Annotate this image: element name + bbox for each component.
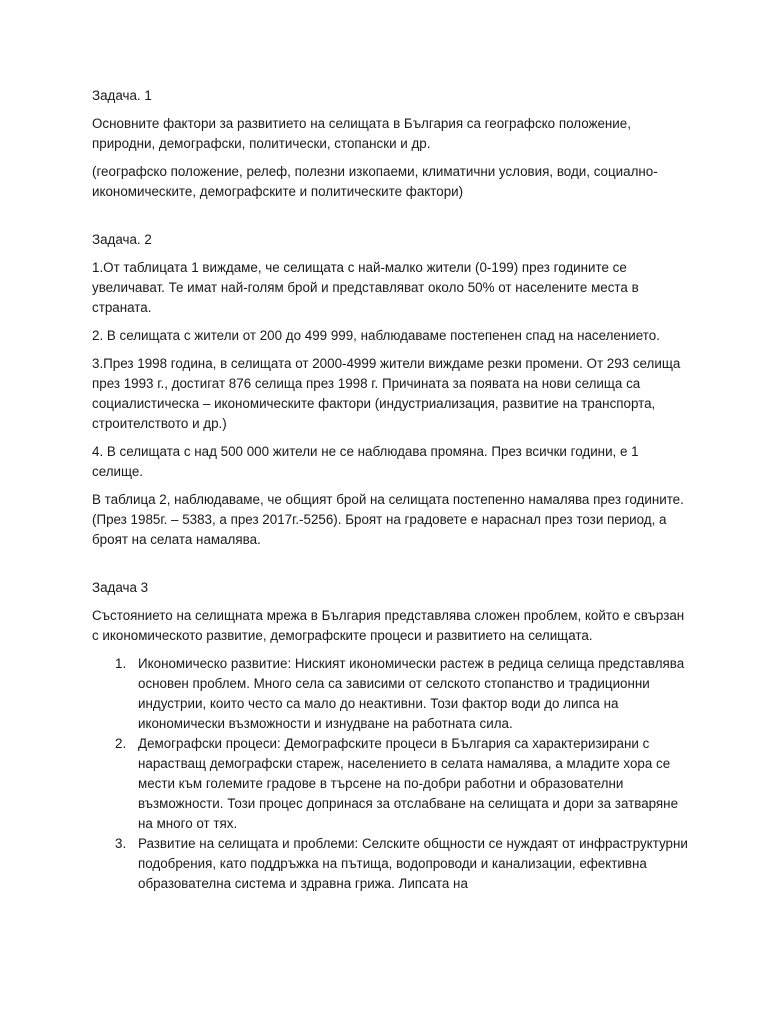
task-1-paragraph: (географско положение, релеф, полезни изкопаеми, климатични условия, води, социално-икономическите, демографските и политическите фактори) (92, 164, 658, 199)
list-item-number: 3. (115, 836, 127, 851)
list-item (92, 654, 692, 734)
task-2-paragraph: 2. В селищата с жители от 200 до 499 999, наблюдаваме постепенен спад на населението. (92, 328, 660, 343)
task-3-section (92, 578, 692, 894)
task-2-paragraph: 1.От таблицата 1 виждаме, че селищата с най-малко жители (0-199) през годините се увеличават. Те имат най-голям брой и представляват около 50% от населените места в страната. (92, 260, 639, 315)
task-1-section (92, 86, 692, 202)
list-item-text: Демографски процеси: Демографските процеси в България са характеризирани с нарастващ демографски стареж, населението в селата намалява, а младите хора се мести към големите градове в търсене на по-добри работни и образователни възможности. Този процес допринася за отслабване на селищата и дори за затваряне на много от тях. (138, 736, 679, 831)
task-2-paragraph: 4. В селищата с над 500 000 жители не се наблюдава промяна. През всички години, е 1 селище. (92, 444, 639, 479)
list-item-number: 2. (115, 736, 127, 751)
list-item-text: Икономическо развитие: Ниският икономически растеж в редица селища представлява основен проблем. Много села са зависими от селското стопанство и традиционни индустрии, които често са мало до неактивни. Този фактор води до липса на икономически възможности и изнудване на работната сила. (138, 656, 685, 731)
task-1-paragraph: Основните фактори за развитието на селищата в България са географско положение, природни, демографски, политически, стопански и др. (92, 116, 631, 151)
list-item (92, 834, 692, 894)
task-2-paragraph: 3.През 1998 година, в селищата от 2000-4999 жители виждаме резки промени. От 293 селища през 1993 г., достигат 876 селища през 1998 г. Причината за появата на нови селища са социалистическа – икономическите фактори (индустриализация, развитие на транспорта, строителството и др.) (92, 356, 681, 431)
task-1-heading: Задача. 1 (92, 88, 152, 103)
task-3-list (92, 654, 692, 894)
list-item-text: Развитие на селищата и проблеми: Селските общности се нуждаят от инфраструктурни подобрения, като поддръжка на пътища, водопроводи и канализации, ефективна образователна система и здравна грижа. Липсата на (138, 836, 688, 891)
document-page (92, 86, 692, 894)
task-3-intro: Състоянието на селищната мрежа в България представлява сложен проблем, който е свързан с икономическото развитие, демографските процеси и развитието на селищата. (92, 608, 685, 643)
list-item-number: 1. (115, 656, 127, 671)
task-2-section (92, 230, 692, 550)
list-item (92, 734, 692, 834)
task-2-heading: Задача. 2 (92, 232, 152, 247)
task-2-paragraph: В таблица 2, наблюдаваме, че общият брой на селищата постепенно намалява през годините. (През 1985г. – 5383, а през 2017г.-5256). Броят на градовете е нараснал през този период, а броят на селата намалява. (92, 492, 684, 547)
task-3-heading: Задача 3 (92, 580, 149, 595)
